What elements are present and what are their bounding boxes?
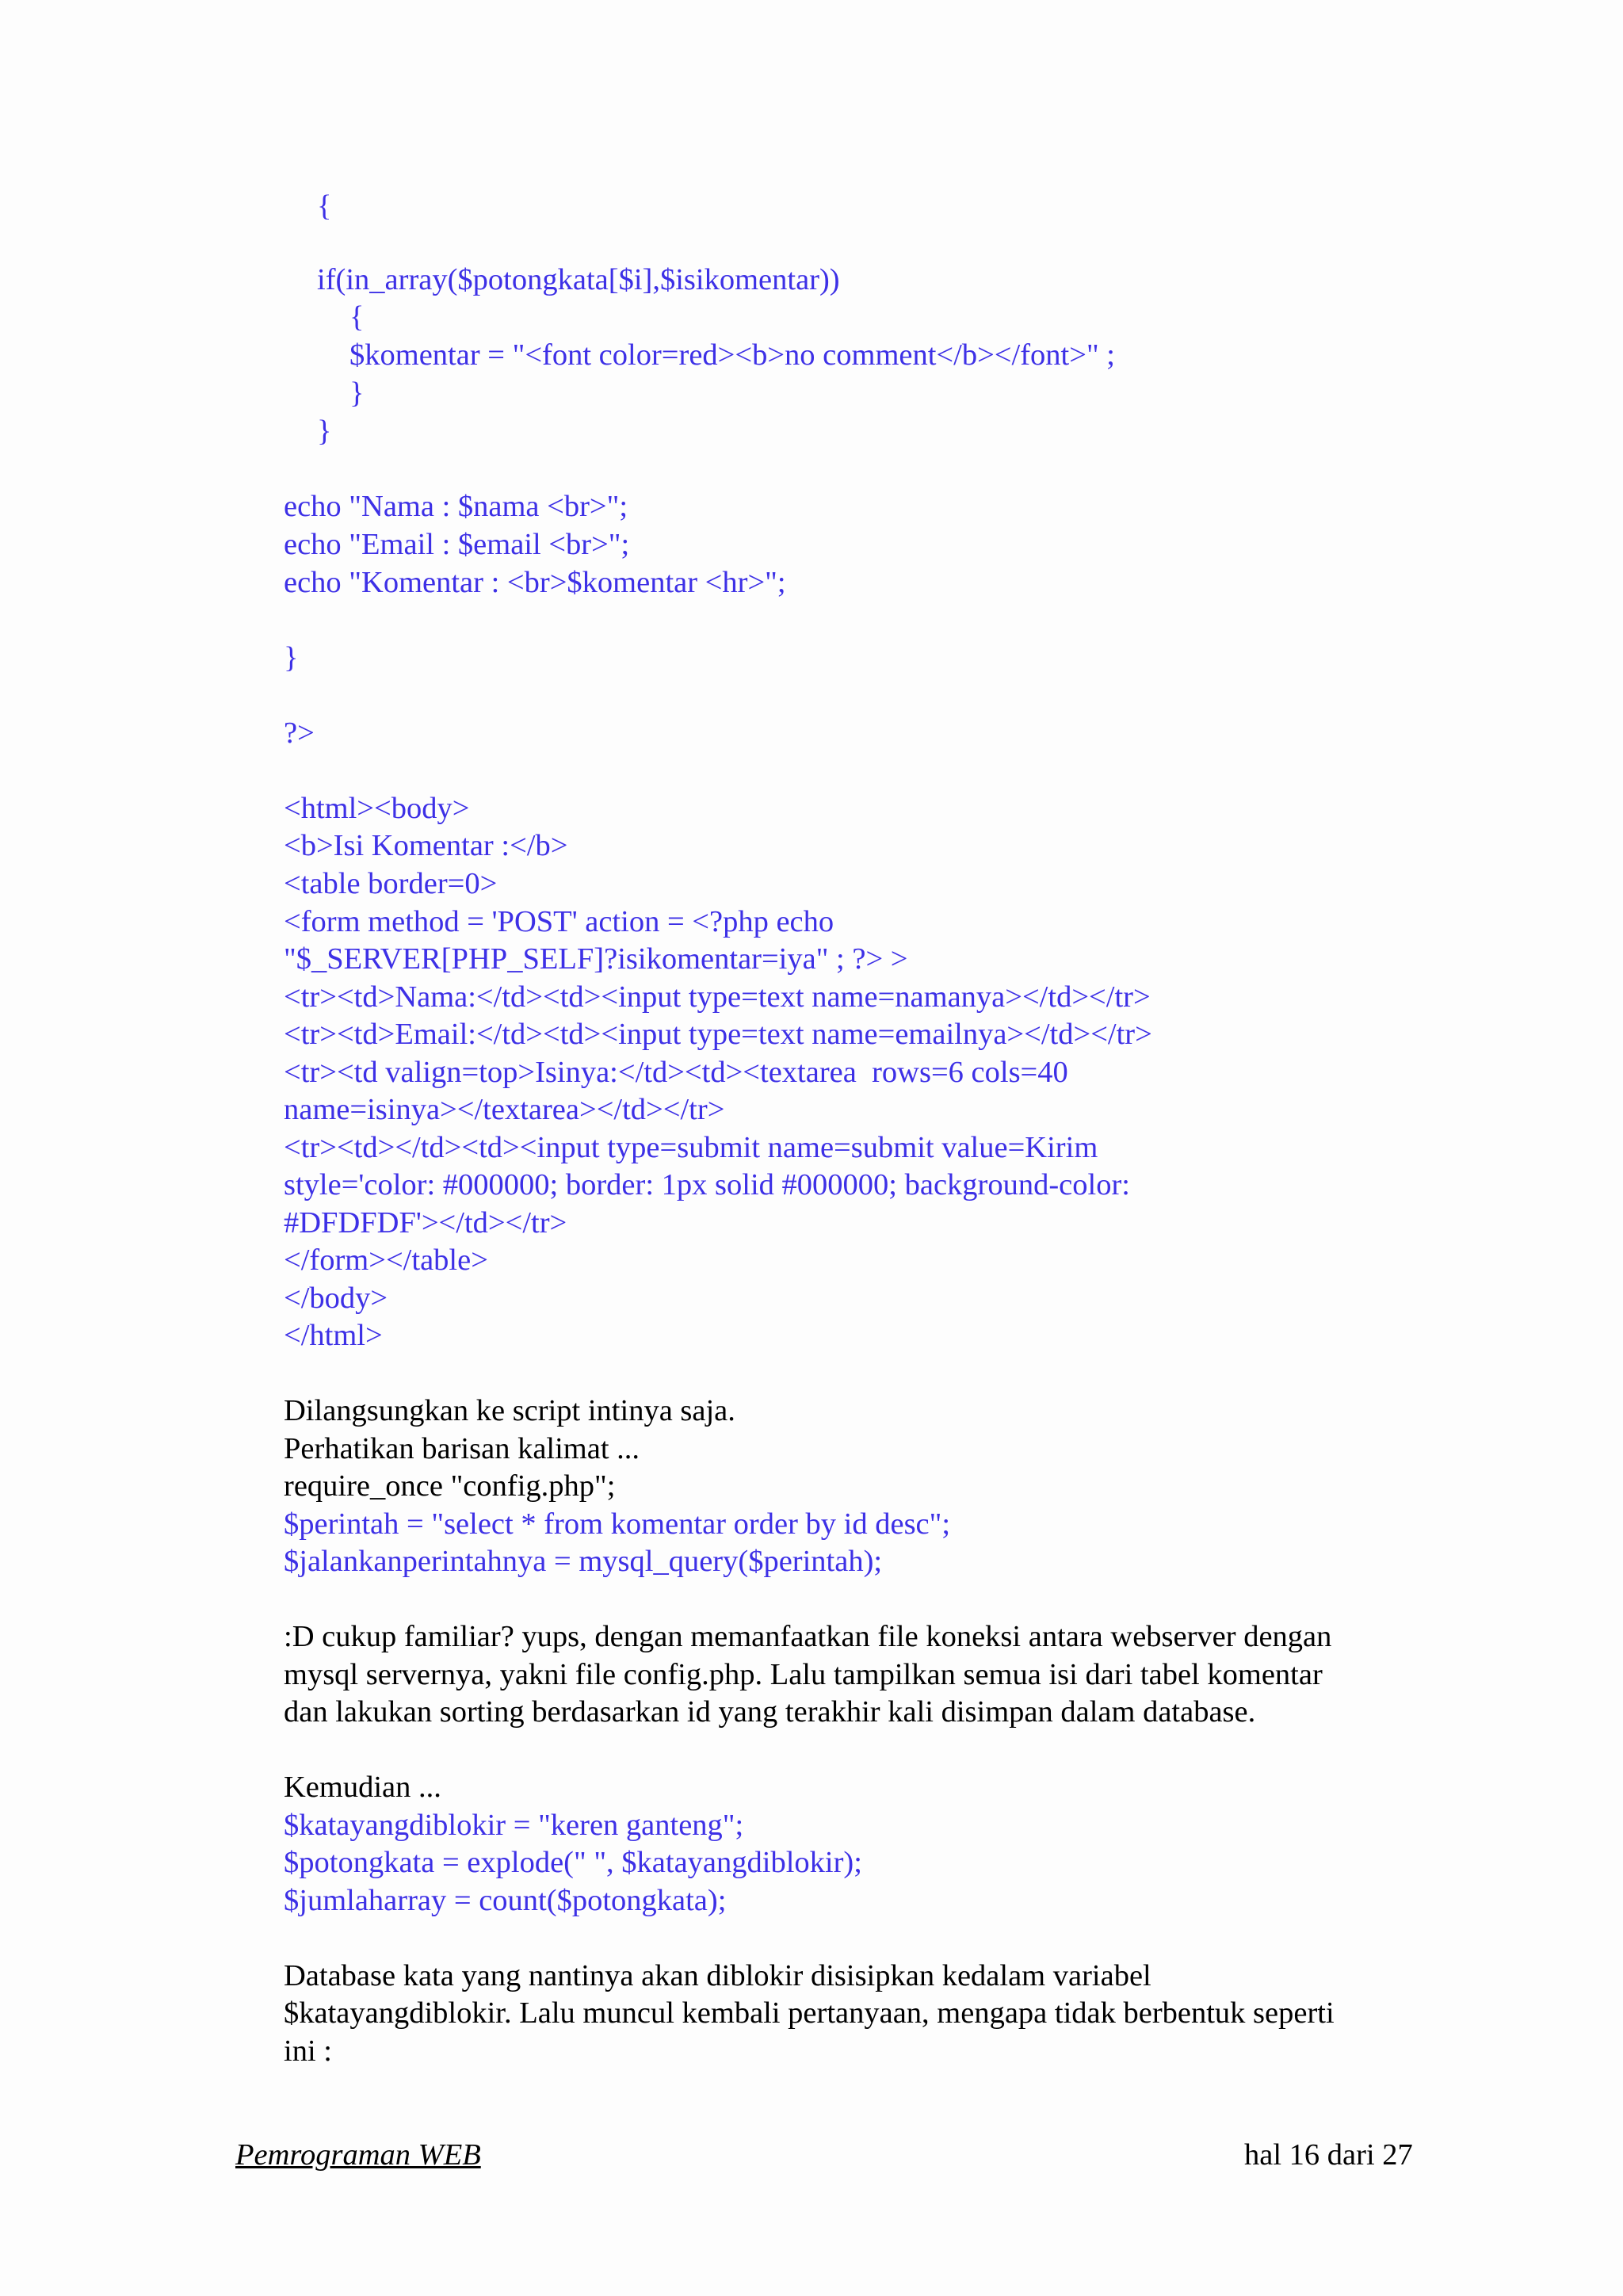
code-line: <table border=0>	[284, 867, 498, 900]
text-line: Kemudian ...	[284, 1771, 441, 1804]
code-line: <tr><td valign=top>Isinya:</td><td><textarea rows=6 cols=40	[284, 1056, 1068, 1089]
text-line: ini :	[284, 2034, 332, 2068]
text-line: :D cukup familiar? yups, dengan memanfaatkan file koneksi antara webserver dengan	[284, 1620, 1332, 1653]
code-line: $potongkata = explode(" ", $katayangdiblokir);	[284, 1846, 862, 1879]
code-line: {	[317, 189, 332, 223]
text-line: Dilangsungkan ke script intinya saja.	[284, 1394, 735, 1427]
code-line: <html><body>	[284, 792, 470, 825]
text-line: Perhatikan barisan kalimat ...	[284, 1432, 640, 1465]
code-line: }	[284, 641, 299, 674]
code-line: if(in_array($potongkata[$i],$isikomentar))	[317, 263, 840, 296]
code-line: <tr><td></td><td><input type=submit name=submit value=Kirim	[284, 1131, 1098, 1164]
text-line: Database kata yang nantinya akan diblokir disisipkan kedalam variabel	[284, 1959, 1151, 1992]
code-line: echo "Email : $email <br>";	[284, 528, 630, 561]
code-line: "$_SERVER[PHP_SELF]?isikomentar=iya" ; ?> >	[284, 942, 908, 976]
text-line: $katayangdiblokir. Lalu muncul kembali pertanyaan, mengapa tidak berbentuk seperti	[284, 1996, 1335, 2030]
footer-page-number: hal 16 dari 27	[1244, 2138, 1413, 2172]
code-line: $katayangdiblokir = "keren ganteng";	[284, 1809, 744, 1842]
code-line: {	[349, 300, 365, 334]
code-line: <tr><td>Email:</td><td><input type=text name=emailnya></td></tr>	[284, 1018, 1152, 1051]
code-line: style='color: #000000; border: 1px solid #000000; background-color:	[284, 1168, 1130, 1201]
code-line: #DFDFDF'></td></tr>	[284, 1206, 567, 1240]
code-line: name=isinya></textarea></td></tr>	[284, 1093, 725, 1126]
code-line: </body>	[284, 1282, 388, 1315]
code-line: $komentar = "<font color=red><b>no comment</b></font>" ;	[349, 338, 1115, 372]
code-line: <form method = 'POST' action = <?php echo	[284, 905, 834, 938]
code-line: </form></table>	[284, 1244, 488, 1277]
code-line: }	[317, 415, 332, 448]
code-line: <tr><td>Nama:</td><td><input type=text name=namanya></td></tr>	[284, 980, 1151, 1014]
code-line: echo "Nama : $nama <br>";	[284, 490, 628, 523]
text-line: mysql servernya, yakni file config.php. Lalu tampilkan semua isi dari tabel komentar	[284, 1658, 1323, 1691]
code-line: $jalankanperintahnya = mysql_query($perintah);	[284, 1545, 883, 1578]
code-line: $perintah = "select * from komentar order by id desc";	[284, 1507, 951, 1541]
code-line: }	[349, 376, 365, 410]
text-line: require_once "config.php";	[284, 1469, 616, 1503]
code-line: <b>Isi Komentar :</b>	[284, 829, 568, 862]
code-line: ?>	[284, 716, 315, 750]
code-line: $jumlaharray = count($potongkata);	[284, 1884, 727, 1917]
footer-title: Pemrograman WEB	[235, 2138, 481, 2172]
code-line: echo "Komentar : <br>$komentar <hr>";	[284, 566, 786, 599]
text-line: dan lakukan sorting berdasarkan id yang terakhir kali disimpan dalam database.	[284, 1695, 1256, 1729]
code-line: </html>	[284, 1319, 383, 1352]
